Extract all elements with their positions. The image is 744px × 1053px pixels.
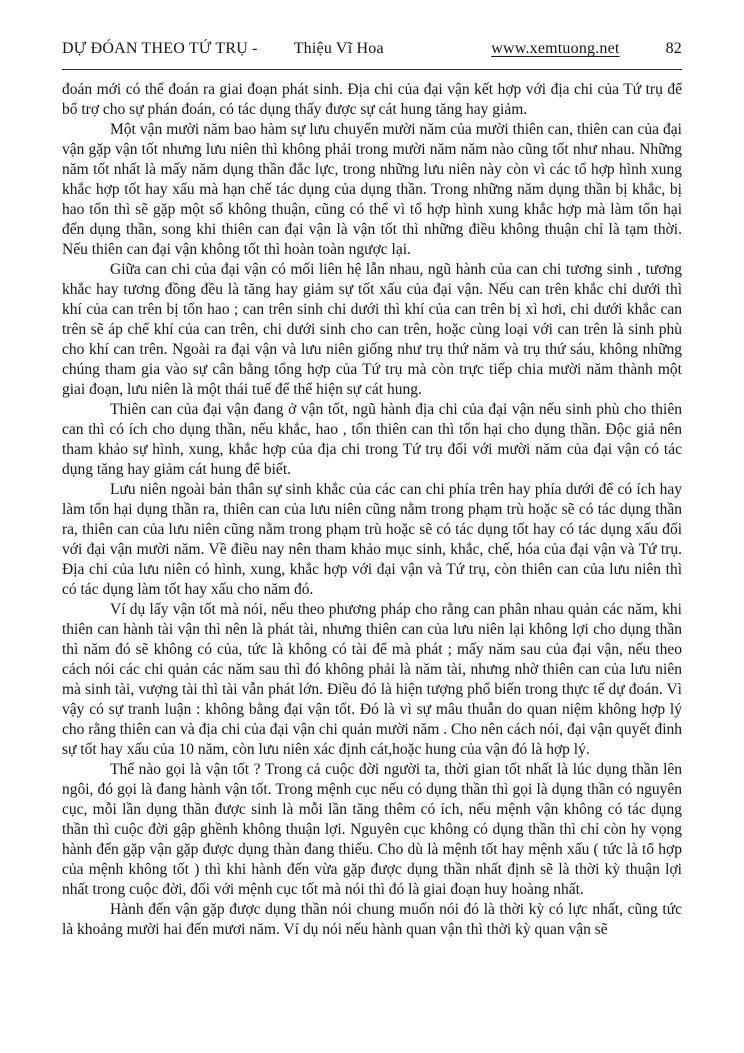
- paragraph: Lưu niên ngoài bản thân sự sinh khắc của các can chi phía trên hay phía dưới để có ích hay làm tổn hại dụng thần ra, thiên can của lưu niên cũng nằm trong phạm trù hoặc sẽ có tác dụng thần ra, thiên can của lưu niên cũng nằm trong phạm trù hoặc sẽ có tác dụng tốt hay có tác dụng xấu đối với đại vận mười năm. Về điều nay nên tham khảo mục sinh, khắc, chế, hóa của đại vận và Tứ trụ. Địa chi của lưu niên có hình, xung, khắc hợp với đại vận và Tứ trụ, còn thiên can của lưu niên thì có tác dụng làm tốt hay xấu cho năm đó.: [62, 481, 682, 598]
- paragraph: Thế nào gọi là vận tốt ? Trong cả cuộc đời người ta, thời gian tốt nhất là lúc dụng thần lên ngôi, đó gọi là đang hành vận tốt. Trong mệnh cục nếu có dụng thần thì gọi là dụng thần có nguyên cục, mỗi lần dụng thần được sinh là mỗi lần tăng thêm có ích, nếu mệnh vận không có tác dụng thần thì cuộc đời gập ghềnh không thuận lợi. Nguyên cục không có dụng thần thì chỉ còn hy vọng hành đến gặp vận gặp được dụng thàn đang thiếu. Cho dù là mệnh tốt hay mệnh xấu ( tức là tổ hợp của mệnh không tốt ) thì khi hành đến vừa gặp được dụng thần nhất định sẽ là thời kỳ thuận lợi nhất trong cuộc đời, đối với mệnh cục tốt mà nói thì đó là giai đoạn huy hoàng nhất.: [62, 761, 682, 898]
- page-body: [62, 80, 682, 940]
- paragraph: Giữa can chi của đại vận có mối liên hệ lẫn nhau, ngũ hành của can chi tương sinh , tương khắc hay tương đồng đều là tăng hay giảm sự tốt xấu của đại vận. Nếu can trên khắc chi dưới thì khí của can trên bị tổn hao ; can trên sinh chi dưới thì khí của can trên bị xì hơi, chi dưới khắc can trên sẽ áp chế khí của can trên, chi dưới sinh cho can trên, hoặc cùng loại với can trên là sinh phù cho khí can trên. Ngoài ra đại vận và lưu niên giống như trụ thứ năm và trụ thứ sáu, không những chúng tham gia vào sự cân bằng tổng hợp của Tứ trụ mà còn trực tiếp chia mười năm thành một giai đoạn, lưu niên là một thái tuế để thể hiện sự cát hung.: [62, 261, 682, 398]
- page-number: 82: [665, 40, 682, 57]
- paragraph: Thiên can của đại vận đang ở vận tốt, ngũ hành địa chi của đại vận nếu sinh phù cho thiên can thì có ích cho dụng thần, nếu khắc, hao , tổn thiên can thì tổn hại cho dụng thần. Độc giả nên tham khảo sự hình, xung, khắc hợp của địa chi trong Tứ trụ đối với mười năm của đại vận có tác dụng tăng hay giảm cát hung để biết.: [62, 401, 682, 478]
- page-header: [62, 40, 682, 58]
- header-divider: [62, 69, 682, 70]
- paragraph: Một vận mười năm bao hàm sự lưu chuyển mười năm của mười thiên can, thiên can của đại vận gặp vận tốt nhưng lưu niên thì không phải trong mười năm năm nào cũng tốt như nhau. Những năm tốt nhất là mấy năm dụng thần đắc lực, trong những lưu niên này còn vì các tổ hợp hình xung khắc hợp tốt hay xấu mà hạn chế tác dụng của dụng thần. Trong những năm dụng thần bị khắc, bị hao tổn thì sẽ gặp một số không thuận, cũng có thể vì tổ hợp hình xung khắc hợp mà làm tổn hại đến dụng thần, song khi thiên can đại vận là vận tốt thì những điều không thuận chỉ là tạm thời. Nếu thiên can đại vận không tốt thì hoàn toàn ngược lại.: [62, 121, 682, 258]
- website-link[interactable]: www.xemtuong.net: [491, 40, 620, 57]
- book-title: DỰ ĐÓAN THEO TỨ TRỤ -: [62, 40, 258, 57]
- paragraph: đoán mới có thể đoán ra giai đoạn phát sinh. Địa chi của đại vận kết hợp với địa chi của Tứ trụ để bổ trợ cho sự phán đoán, có tác dụng thấy được sự cát hung tăng hay giảm.: [62, 81, 682, 118]
- paragraph: Hành đến vận gặp được dụng thần nói chung muốn nói đó là thời kỳ có lực nhất, cũng tức là khoảng mười hai đến mươi năm. Ví dụ nói nếu hành quan vận thì thời kỳ quan vận sẽ: [62, 901, 682, 938]
- paragraph: Ví dụ lấy vận tốt mà nói, nếu theo phương pháp cho rằng can phân nhau quản các năm, khi thiên can hành tài vận thì nên là phát tài, nhưng thiên can của lưu niên lại không lợi cho dụng thần thì năm đó sẽ không có của, tức là không có tài để mà phát ; mấy năm sau của đại vận, nếu theo cách nói các chi quản các năm sau thì đó không phải là năm tài, nhưng nhờ thiên can của lưu niên mà sinh tài, vượng tài thì tài vẫn phát lớn. Điều đó là hiện tượng phổ biến trong thực tế dự đoán. Vì vậy có sự tranh luận : không bằng đại vận tốt. Đó là vì sự mâu thuẫn do quan niệm không hợp lý cho rằng thiên can và địa chi của đại vận chi quản mười năm . Cho nên cách nói, đại vận quyết đinh sự tốt hay xấu của 10 năm, còn lưu niên xác định cát,hoặc hung của vận đó là hợp lý.: [62, 601, 682, 758]
- author-name: Thiệu Vĩ Hoa: [293, 40, 384, 57]
